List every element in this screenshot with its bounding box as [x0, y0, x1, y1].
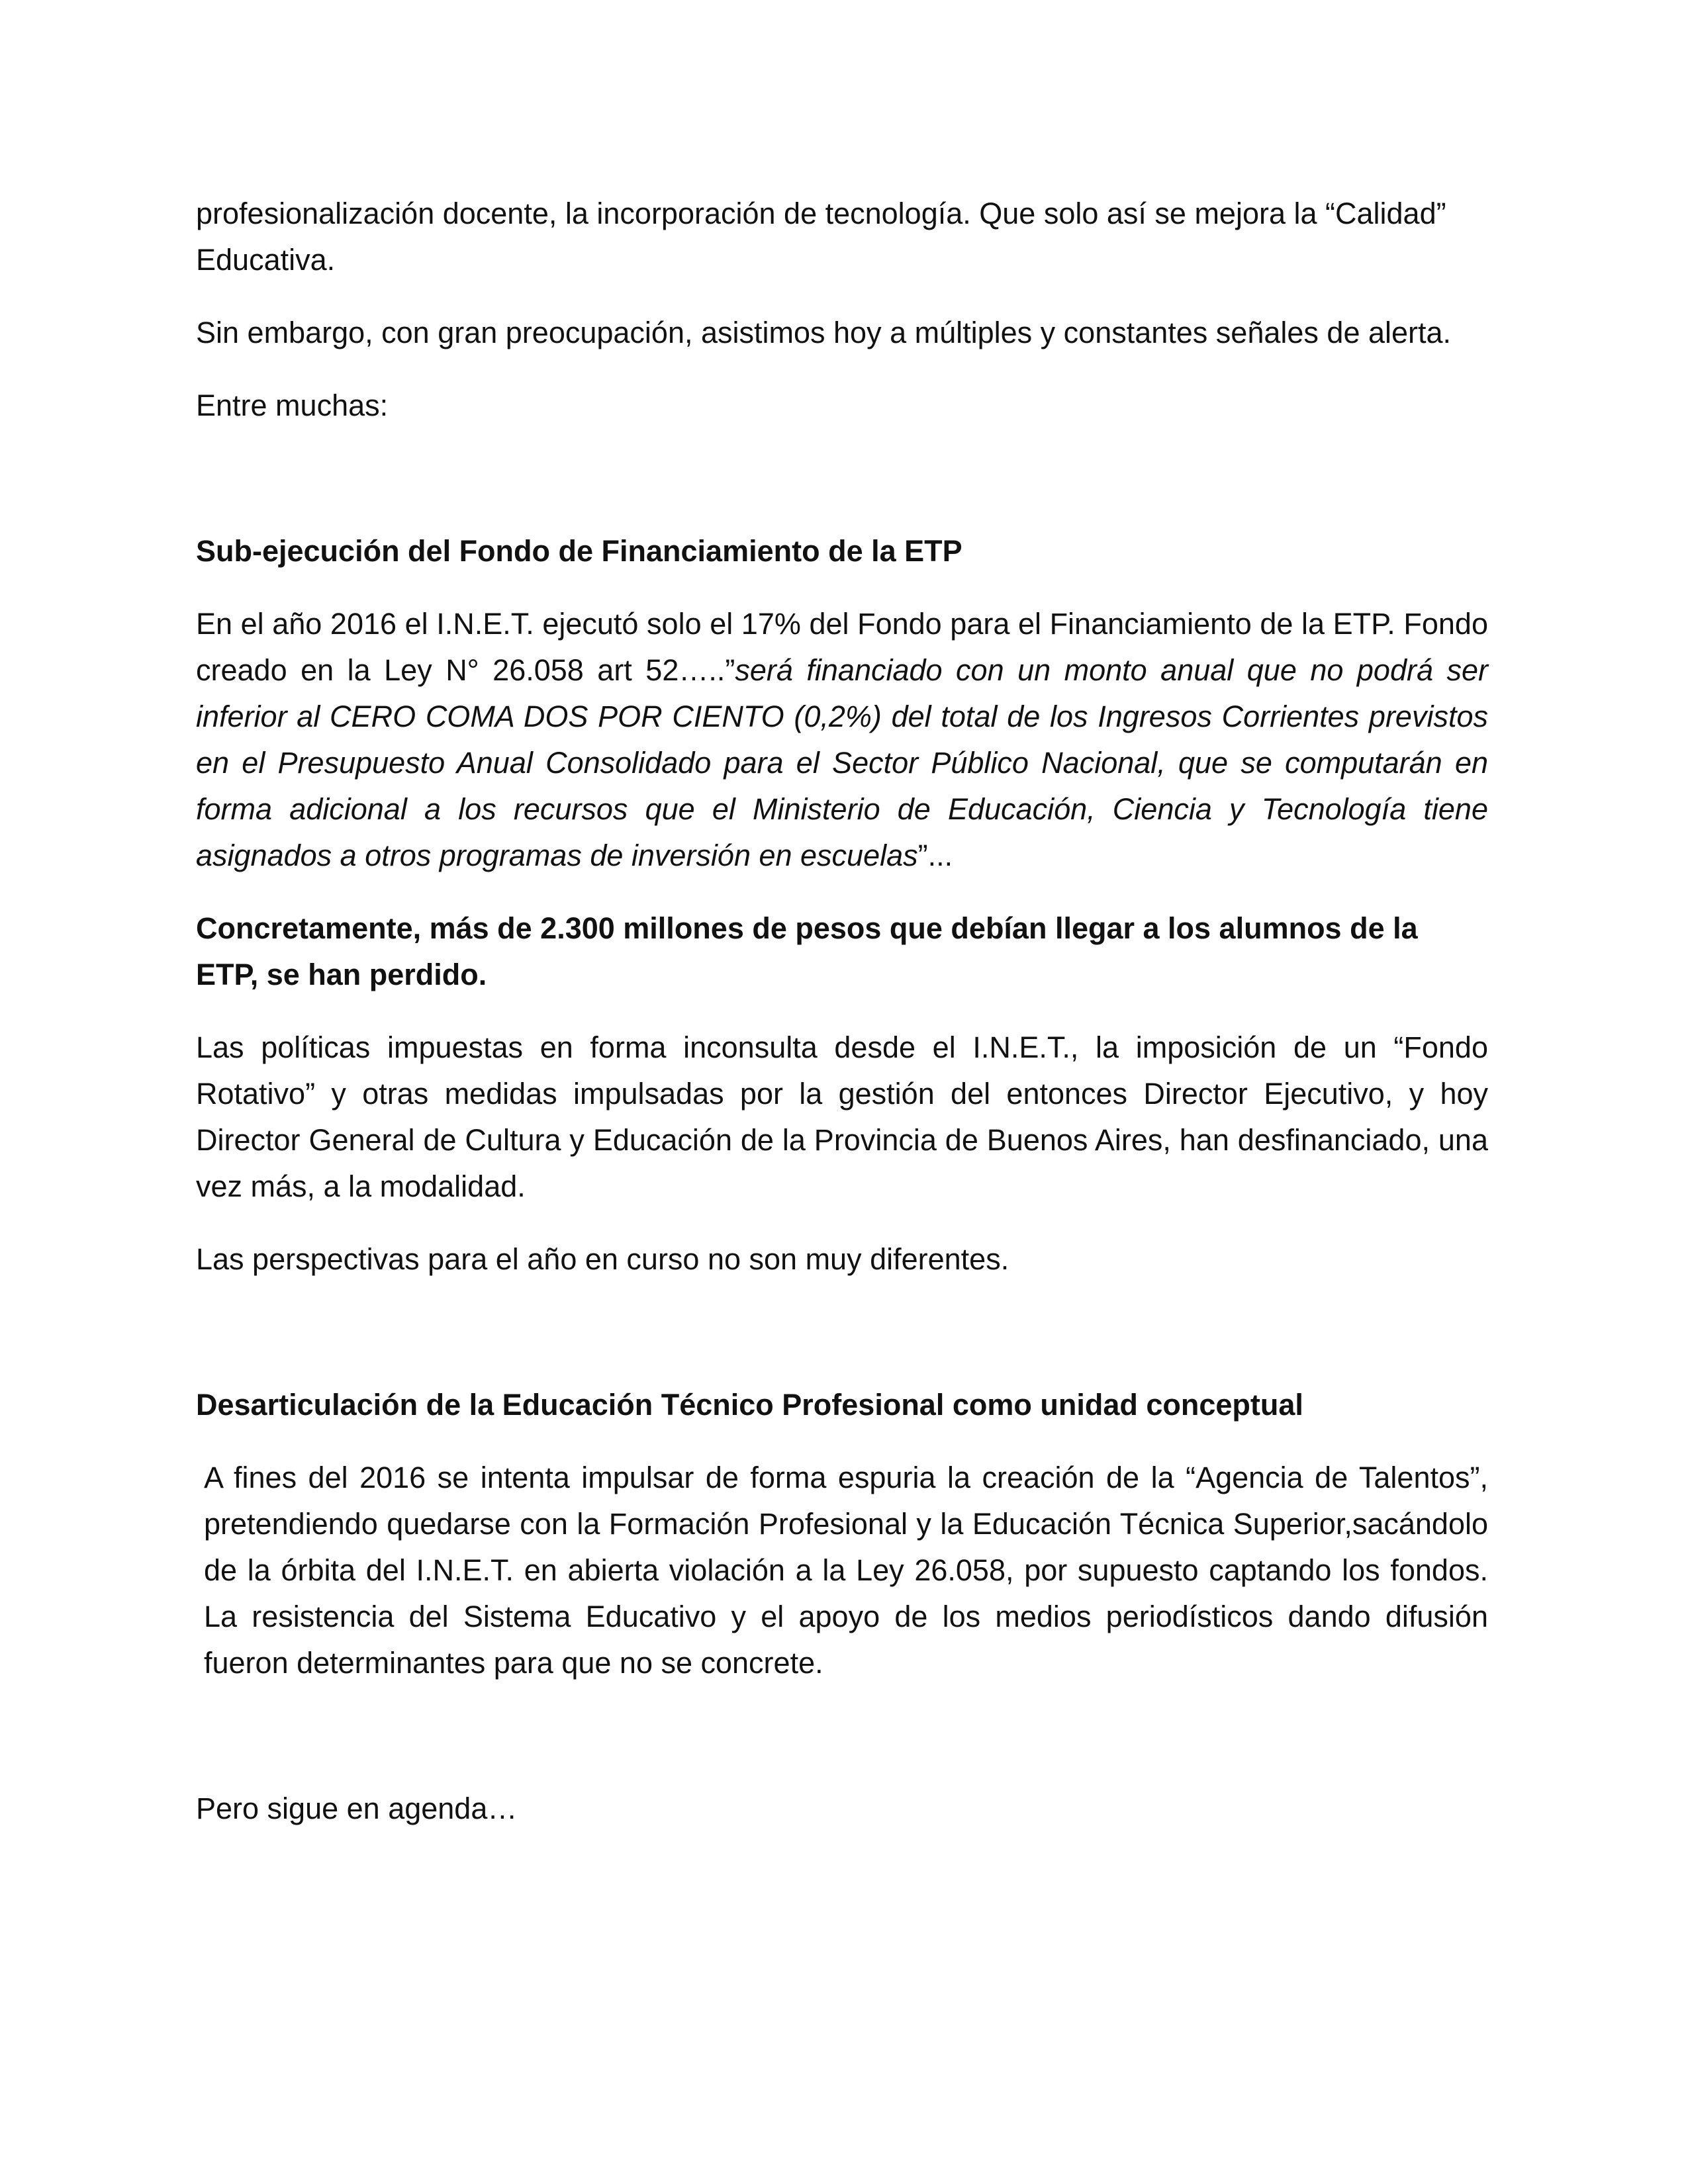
fondo-paragraph — [196, 601, 1488, 879]
fondo-quote: será financiado con un monto anual que no podrá ser inferior al CERO COMA DOS POR CIENTO (0,2%) del total de los Ingresos Corrientes previstos en el Presupuesto Anual Consolidado para el Sector Público Nacional, que se computarán en forma adicional a los recursos que el Ministerio de Educación, Ciencia y Tecnología tiene asignados a otros programas de inversión en escuelas — [196, 653, 1488, 872]
concretamente-paragraph: Concretamente, más de 2.300 millones de pesos que debían llegar a los alumnos de la ETP, se han perdido. — [196, 911, 1418, 991]
perspectivas-paragraph: Las perspectivas para el año en curso no son muy diferentes. — [196, 1242, 1009, 1276]
intro-continuation-paragraph — [196, 191, 1488, 283]
pero-sigue-paragraph: Pero sigue en agenda… — [196, 1792, 518, 1825]
fondo-end: ”... — [917, 839, 953, 872]
entre-muchas-paragraph: Entre muchas: — [196, 388, 389, 422]
document-body — [196, 191, 1488, 1832]
fondo-text: En el año 2016 el I.N.E.T. ejecutó solo el 17% del Fondo para el Financiamiento de la ETP. Fondo creado en la Ley N° 26.058 art 52…..” — [196, 607, 1488, 687]
politicas-paragraph: Las políticas impuestas en forma inconsulta desde el I.N.E.T., la imposición de un “Fondo Rotativo” y otras medidas impulsadas por la gestión del entonces Director Ejecutivo, y hoy Director General de Cultura y Educación de la Provincia de Buenos Aires, han desfinanciado, una vez más, a la modalidad. — [196, 1030, 1488, 1203]
heading-desarticulacion: Desarticulación de la Educación Técnico Profesional como unidad conceptual — [196, 1388, 1303, 1422]
agencia-paragraph: A fines del 2016 se intenta impulsar de forma espuria la creación de la “Agencia de Talentos”, pretendiendo quedarse con la Formación Profesional y la Educación Técnica Superior,sacándolo de la órbita del I.N.E.T. en abierta violación a la Ley 26.058, por supuesto captando los fondos. La resistencia del Sistema Educativo y el apoyo de los medios periodísticos dando difusión fueron determinantes para que no se concrete. — [204, 1461, 1488, 1680]
intro-continuation-line2: Educativa. — [196, 243, 336, 277]
intro-continuation-line1: profesionalización docente, la incorporación de tecnología. Que solo así se mejora la “Calidad” — [196, 197, 1446, 230]
heading-subejecucion: Sub-ejecución del Fondo de Financiamiento de la ETP — [196, 534, 962, 568]
sin-embargo-paragraph: Sin embargo, con gran preocupación, asistimos hoy a múltiples y constantes señales de alerta. — [196, 316, 1452, 349]
